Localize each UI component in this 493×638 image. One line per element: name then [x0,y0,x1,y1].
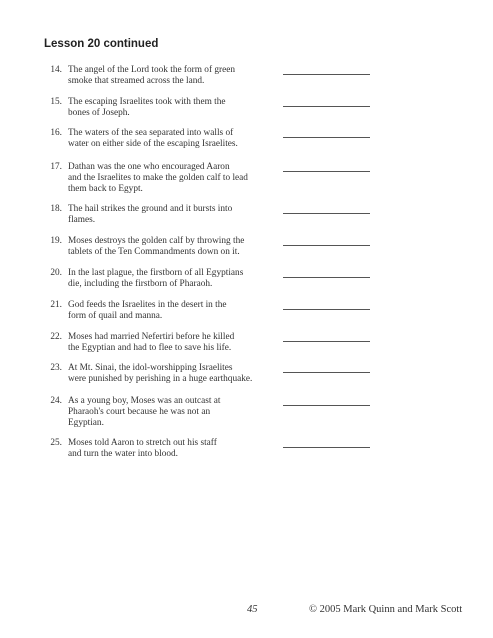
question-text-line: flames. [68,215,96,226]
question-text-line: Moses told Aaron to stretch out his staff [68,438,217,448]
question-text-line: As a young boy, Moses was an outcast at [68,396,221,406]
question-number: 14. [50,65,62,75]
question-text-line: tablets of the Ten Commandments down on it. [68,247,240,258]
answer-blank[interactable] [283,405,370,406]
question-text [68,97,284,119]
answer-blank[interactable] [283,245,370,246]
question-text-line: The waters of the sea separated into walls of [68,128,234,138]
question-text-line: form of quail and manna. [68,311,163,322]
question-text-line: bones of Joseph. [68,108,130,119]
question-text-line: and the Israelites to make the golden calf to lead [68,173,248,184]
question-text [68,332,284,354]
question-text [68,236,284,258]
answer-blank[interactable] [283,341,370,342]
question-text-line: The escaping Israelites took with them the [68,97,226,107]
question-text [68,300,284,322]
question-number: 15. [50,97,62,107]
question-text-line: smoke that streamed across the land. [68,76,205,87]
question-text-line: were punished by perishing in a huge earthquake. [68,374,253,385]
question-text-line: Pharaoh's court because he was not an [68,407,211,418]
copyright-notice: © 2005 Mark Quinn and Mark Scott [309,604,463,615]
question-number: 17. [50,162,62,172]
question-text-line: At Mt. Sinai, the idol-worshipping Israelites [68,363,233,373]
answer-blank[interactable] [283,309,370,310]
question-number: 25. [50,438,62,448]
question-text-line: Moses destroys the golden calf by throwing the [68,236,245,246]
question-text-line: Moses had married Nefertiri before he killed [68,332,235,342]
question-text-line: and turn the water into blood. [68,449,178,460]
question-text [68,396,284,430]
question-number: 23. [50,363,62,373]
answer-blank[interactable] [283,106,370,107]
question-text-line: In the last plague, the firstborn of all Egyptians [68,268,244,278]
answer-blank[interactable] [283,213,370,214]
question-text [68,128,284,150]
answer-blank[interactable] [283,372,370,373]
question-text [68,204,284,226]
question-text [68,268,284,290]
question-text [68,162,284,196]
answer-blank[interactable] [283,74,370,75]
question-text [68,363,284,385]
question-text-line: them back to Egypt. [68,184,143,195]
question-number: 24. [50,396,62,406]
question-number: 18. [50,204,62,214]
question-number: 16. [50,128,62,138]
answer-blank[interactable] [283,447,370,448]
question-text [68,438,284,460]
question-text-line: God feeds the Israelites in the desert in the [68,300,227,310]
question-text-line: Egyptian. [68,418,104,429]
question-text-line: die, including the firstborn of Pharaoh. [68,279,213,290]
question-number: 22. [50,332,62,342]
page-number: 45 [247,604,258,615]
answer-blank[interactable] [283,171,370,172]
answer-blank[interactable] [283,137,370,138]
question-number: 21. [50,300,62,310]
question-text-line: Dathan was the one who encouraged Aaron [68,162,230,172]
question-text-line: water on either side of the escaping Israelites. [68,139,238,150]
lesson-heading: Lesson 20 continued [44,38,159,50]
question-text-line: the Egyptian and had to flee to save his life. [68,343,232,354]
question-text-line: The hail strikes the ground and it bursts into [68,204,233,214]
answer-blank[interactable] [283,277,370,278]
question-number: 20. [50,268,62,278]
question-text-line: The angel of the Lord took the form of green [68,65,236,75]
question-text [68,65,284,87]
question-number: 19. [50,236,62,246]
